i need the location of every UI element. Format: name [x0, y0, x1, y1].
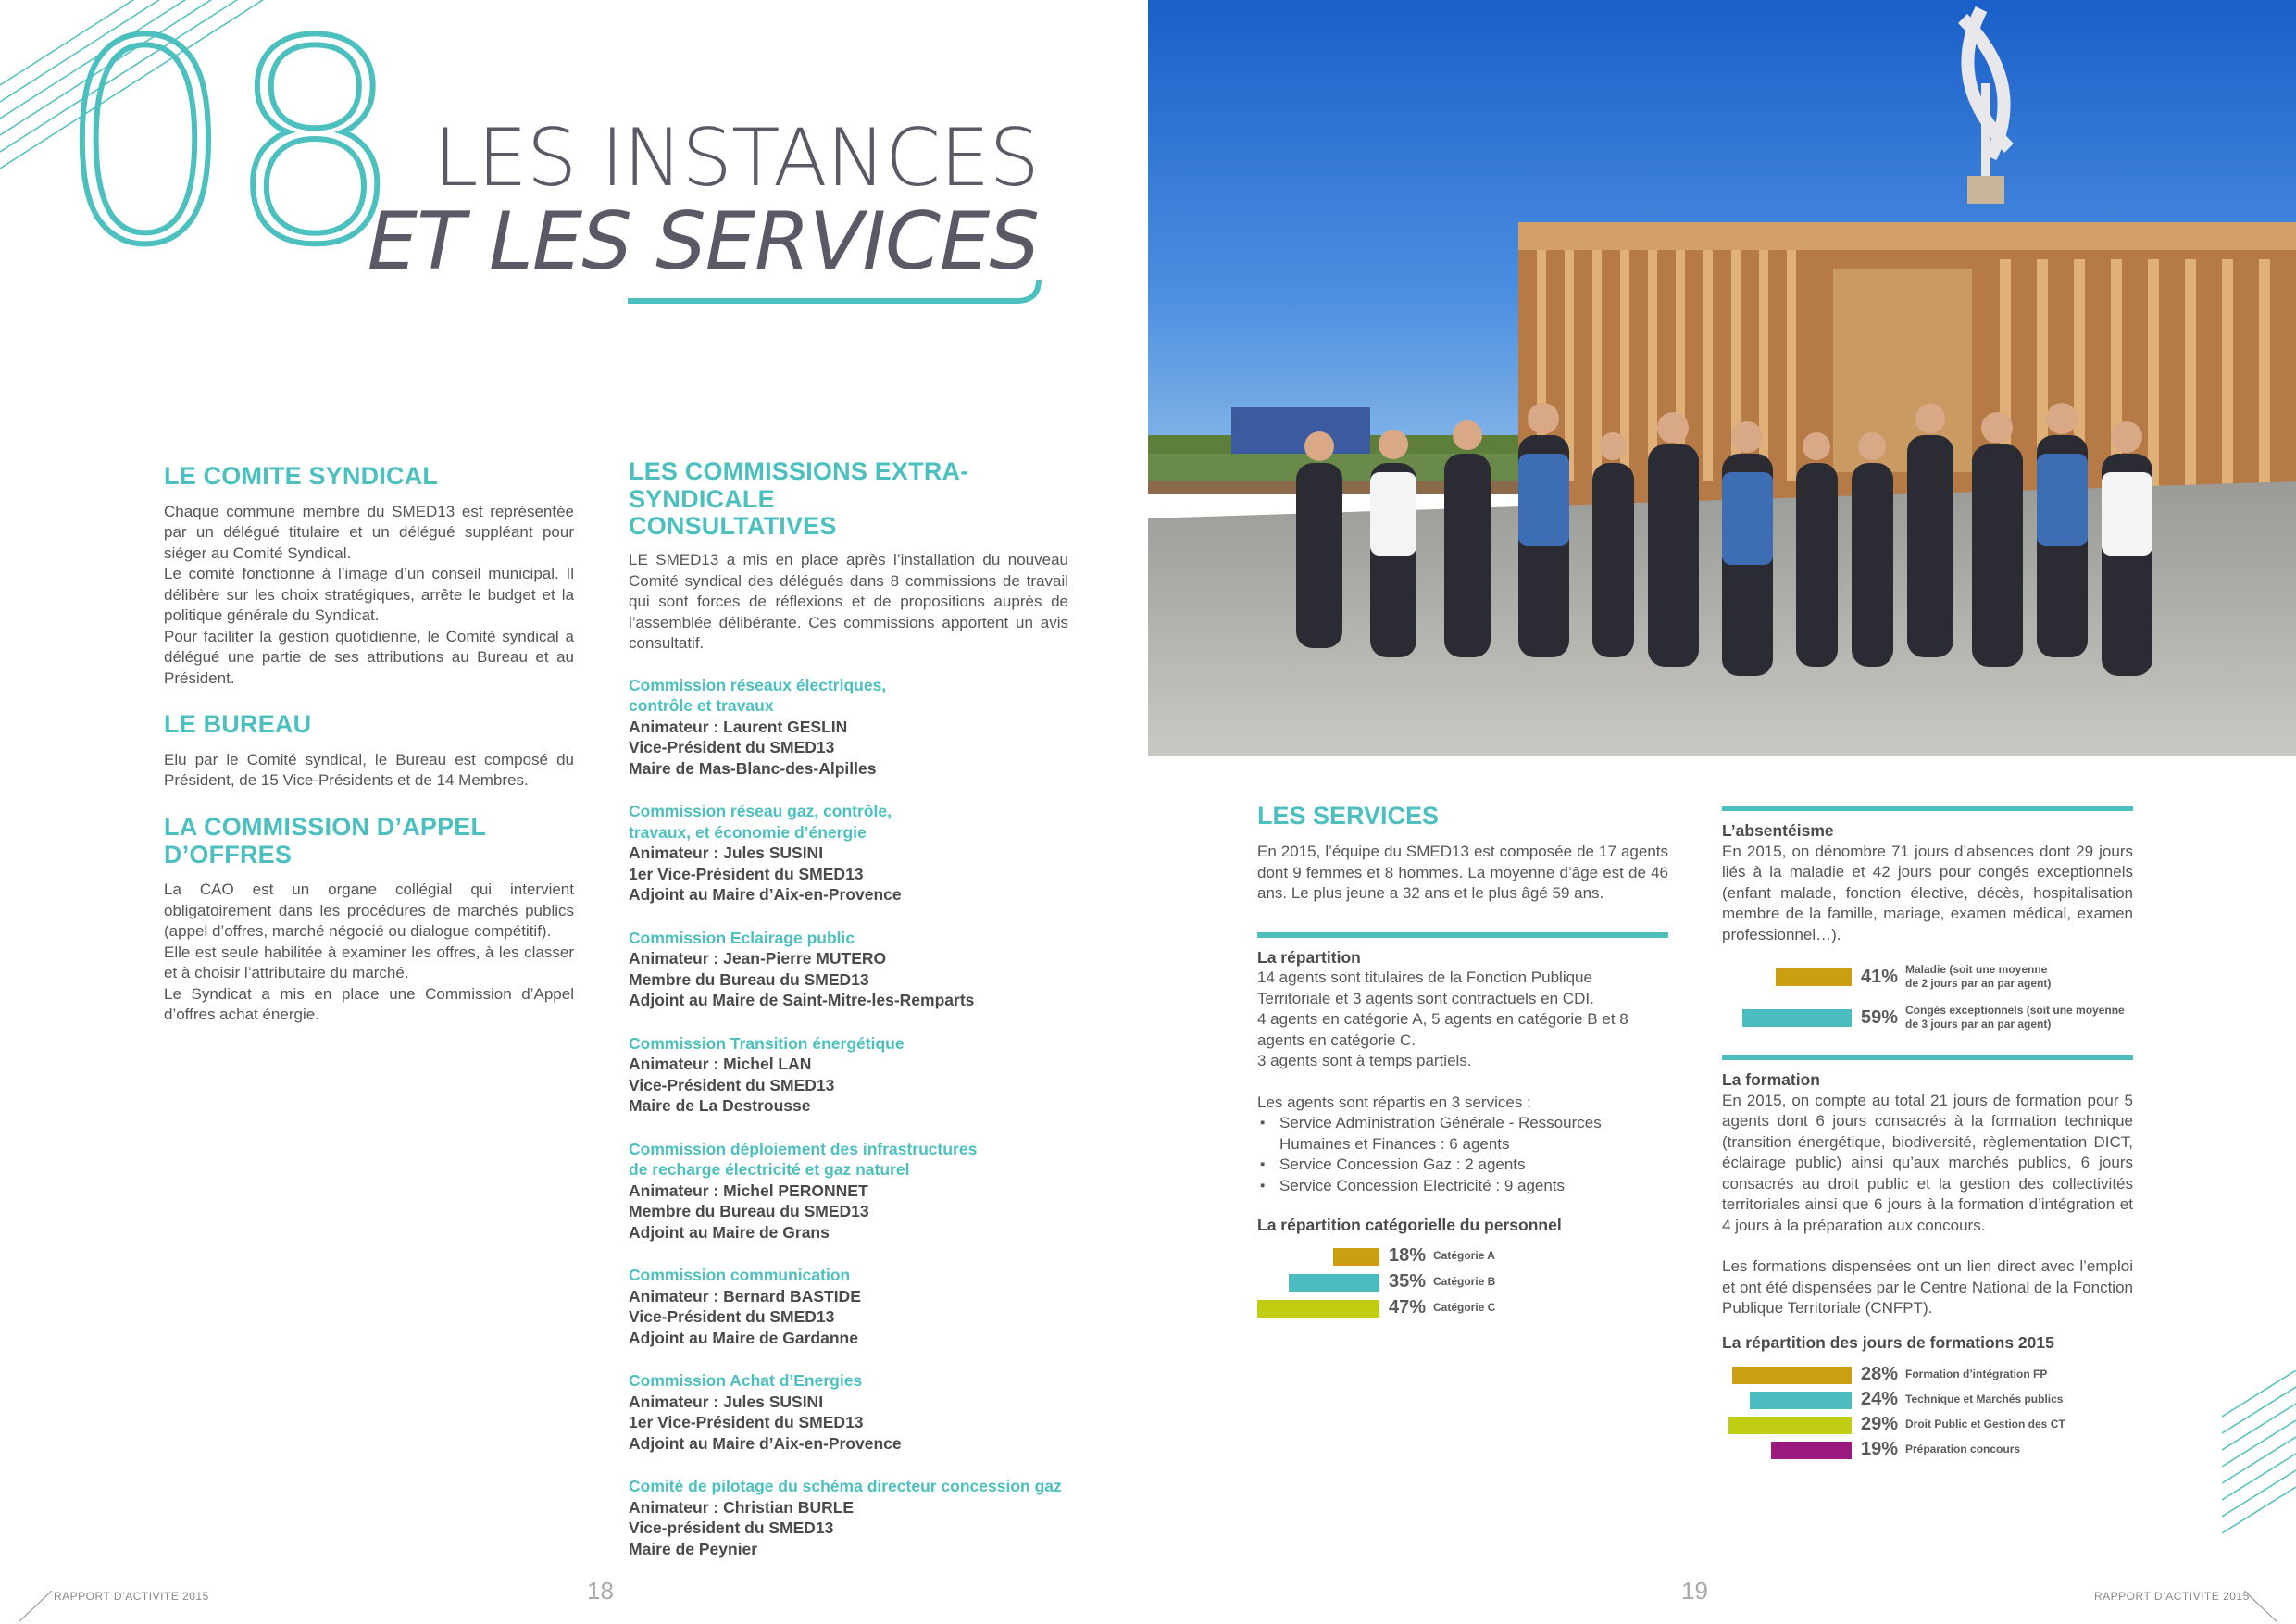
chart-category-label: Formation d’intégration FP [1905, 1368, 2048, 1380]
chapter-number: 08 [57, 0, 396, 306]
services-list [1257, 1113, 1668, 1196]
commission-item [629, 1033, 1068, 1117]
commission-role: 1er Vice-Président du SMED13 [629, 1413, 864, 1432]
commission-animateur: Animateur : Jules SUSINI [629, 843, 824, 863]
commission-title: Commission réseaux électriques, [629, 675, 887, 694]
heading-chart-formations: La répartition des jours de formations 2015 [1722, 1332, 2054, 1352]
commission-animateur: Animateur : Bernard BASTIDE [629, 1286, 861, 1305]
commission-title: Commission déploiement des infrastructures [629, 1139, 978, 1158]
chart-row [1722, 1437, 2133, 1462]
commission-role: Vice-Président du SMED13 [629, 738, 835, 757]
chart-category-label [1905, 1004, 2125, 1031]
chart-bar [1333, 1248, 1379, 1266]
absenteisme-text: En 2015, on dénombre 71 jours d’absences dont 29 jours liés à la maladie et 42 jours pour congés exceptionnels (enfant malade, fonction élective, décès, hospitalisation membre de la famille, mariage, examen médical, examen professionnel…). [1722, 842, 2133, 943]
commission-mandate: Adjoint au Maire de Saint-Mitre-les-Remparts [629, 991, 975, 1010]
commissions-intro: LE SMED13 a mis en place après l’installation du nouveau Comité syndical des délégués dans 8 commissions de travail qui sont forces de réflexions et de propositions auprès de l’assemblée délibérante. Ces commissions apportent un avis consultatif. [629, 551, 1068, 653]
chart-bar-slot [1257, 1297, 1379, 1319]
commission-role: Membre du Bureau du SMED13 [629, 969, 869, 989]
heading-chart-categories: La répartition catégorielle du personnel [1257, 1216, 1562, 1234]
commission-item [629, 1139, 1068, 1243]
chart-bar-slot [1257, 1271, 1379, 1293]
chart-bar [1289, 1274, 1379, 1292]
heading-bureau: LE BUREAU [164, 710, 312, 739]
heading-repartition: La répartition [1257, 947, 1361, 967]
section-comite [164, 463, 574, 689]
chart-row [1722, 1362, 2133, 1387]
chart-category-label: Préparation concours [1905, 1443, 2021, 1455]
heading-comite: LE COMITE SYNDICAL [164, 462, 439, 490]
chart-bar-slot [1722, 966, 1852, 988]
decorative-stripes [2222, 1370, 2296, 1537]
commission-role: Vice-Président du SMED13 [629, 1307, 835, 1327]
commission-role: Membre du Bureau du SMED13 [629, 1202, 869, 1221]
commission-list [629, 675, 1068, 1560]
chart-bar-slot [1722, 1006, 1852, 1029]
commission-animateur: Animateur : Laurent GESLIN [629, 717, 848, 736]
column-commissions [629, 458, 1068, 1581]
column-absenteisme-formation [1722, 806, 2133, 1462]
cao-text-3: Le Syndicat a mis en place une Commission d’Appel d’offres achat énergie. [164, 984, 574, 1024]
chart-bar [1732, 1367, 1852, 1384]
commission-animateur: Animateur : Michel PERONNET [629, 1181, 868, 1200]
chart-value-label: 19% [1861, 1439, 1899, 1459]
chart-category-label-line: Maladie (soit une moyenne [1905, 963, 2048, 976]
chart-row [1722, 956, 2133, 997]
chart-bar [1257, 1300, 1379, 1318]
bureau-text: Elu par le Comité syndical, le Bureau est composé du Président, de 15 Vice-Présidents et de 14 Membres. [164, 750, 574, 790]
right-page [1148, 0, 2296, 1624]
chart-value-label: 41% [1861, 966, 1899, 987]
cao-text-2: Elle est seule habilitée à examiner les offres, à les classer et à choisir l’attributaire du marché. [164, 943, 574, 982]
heading-commissions-line-1: LES COMMISSIONS EXTRA-SYNDICALE [629, 457, 969, 513]
column-instances [164, 463, 574, 1048]
commission-mandate: Maire de Mas-Blanc-des-Alpilles [629, 758, 877, 778]
chart-formations [1722, 1362, 2133, 1462]
services-intro: En 2015, l’équipe du SMED13 est composée de 17 agents dont 9 femmes et 8 hommes. La moyenne d’âge est de 46 ans. Le plus jeune a 32 ans et le plus âgé 59 ans. [1257, 843, 1668, 902]
footer-slash [2244, 1591, 2281, 1624]
chart-category-label-line: de 3 jours par an par agent) [1905, 1018, 2052, 1031]
commission-title: Commission Eclairage public [629, 928, 855, 947]
commission-item [629, 1265, 1068, 1348]
commission-item [629, 1370, 1068, 1454]
commission-title: Commission Transition énergétique [629, 1033, 905, 1053]
column-services [1257, 802, 1668, 1321]
chart-bar [1776, 968, 1852, 986]
commission-mandate: Maire de Peynier [629, 1539, 758, 1558]
commission-title: Comité de pilotage du schéma directeur concession gaz [629, 1477, 1062, 1496]
team-photo [1148, 0, 2296, 756]
section-bureau [164, 711, 574, 792]
chart-value-label: 29% [1861, 1414, 1899, 1434]
title-line-1: LES INSTANCES [433, 112, 1039, 205]
footer-slash [19, 1591, 56, 1624]
cao-text: La CAO est un organe collégial qui intervient obligatoirement dans les procédures de marchés publics (appel d’offres, marché négocié ou dialogue compétitif). [164, 881, 574, 941]
repartition-text: 14 agents sont titulaires de la Fonction Publique Territoriale et 3 agents sont contractuels en CDI. [1257, 968, 1594, 1007]
commission-role: 1er Vice-Président du SMED13 [629, 864, 864, 883]
chart-value-label: 47% [1389, 1297, 1427, 1318]
chart-bar-slot [1722, 1389, 1852, 1411]
page-number-left: 18 [587, 1577, 614, 1605]
title-underline [628, 278, 1044, 306]
commission-title: Commission réseau gaz, contrôle, [629, 802, 892, 821]
commission-animateur: Animateur : Jean-Pierre MUTERO [629, 949, 887, 968]
chart-bar-slot [1722, 1364, 1852, 1386]
commission-mandate: Maire de La Destrousse [629, 1096, 811, 1116]
chart-category-label [1905, 963, 2051, 991]
chart-value-label: 59% [1861, 1006, 1899, 1028]
heading-commissions [629, 458, 1068, 541]
chart-categories [1257, 1243, 1668, 1321]
chart-category-label: Catégorie B [1433, 1275, 1496, 1288]
repartition-text-2: 4 agents en catégorie A, 5 agents en catégorie B et 8 agents en catégorie C. [1257, 1010, 1628, 1049]
commission-item [629, 675, 1068, 780]
chart-row [1257, 1243, 1668, 1269]
title-line-2: ET LES SERVICES [367, 195, 1039, 288]
commission-role: Vice-Président du SMED13 [629, 1075, 835, 1094]
footer-report-title-left: RAPPORT D’ACTIVITE 2015 [54, 1590, 209, 1603]
services-list-item: ▪ Service Concession Electricité : 9 agents [1257, 1176, 1668, 1197]
chart-bar-slot [1722, 1414, 1852, 1436]
chart-category-label: Catégorie C [1433, 1301, 1496, 1314]
chart-category-label: Droit Public et Gestion des CT [1905, 1418, 2065, 1430]
chart-value-label: 28% [1861, 1364, 1899, 1384]
chart-bar [1771, 1442, 1852, 1459]
chart-bar-slot [1257, 1245, 1379, 1268]
chart-value-label: 18% [1389, 1245, 1427, 1266]
page-number-right: 19 [1681, 1577, 1708, 1605]
commission-animateur: Animateur : Christian BURLE [629, 1497, 855, 1517]
chart-category-label-line: de 2 jours par an par agent) [1905, 977, 2052, 990]
comite-text-2: Le comité fonctionne à l’image d’un conseil municipal. Il délibère sur les choix stratégiques, arrête le budget et la politique générale du Syndicat. [164, 565, 574, 625]
section-cao [164, 814, 574, 1026]
commission-mandate: Adjoint au Maire de Gardanne [629, 1328, 858, 1347]
commission-title-line-2: contrôle et travaux [629, 696, 774, 716]
chart-row [1722, 1412, 2133, 1437]
services-list-item: ▪ Service Administration Générale - Ressources Humaines et Finances : 6 agents [1257, 1113, 1668, 1155]
divider [1722, 806, 2133, 811]
comite-text: Chaque commune membre du SMED13 est représentée par un délégué titulaire et un délégué suppléant pour siéger au Comité Syndical. [164, 502, 574, 562]
commission-animateur: Animateur : Jules SUSINI [629, 1392, 824, 1411]
commission-mandate: Adjoint au Maire d’Aix-en-Provence [629, 1433, 902, 1453]
chart-category-label: Catégorie A [1433, 1249, 1495, 1262]
commission-title-line-2: travaux, et économie d’énergie [629, 822, 867, 842]
chart-category-label-line: Congés exceptionnels (soit une moyenne [1905, 1004, 2125, 1017]
services-list-item: ▪ Service Concession Gaz : 2 agents [1257, 1155, 1668, 1176]
chart-bar [1750, 1392, 1852, 1409]
page-title [367, 112, 1039, 288]
chart-category-label: Technique et Marchés publics [1905, 1393, 2064, 1405]
chart-value-label: 35% [1389, 1271, 1427, 1292]
formation-text: En 2015, on compte au total 21 jours de formation pour 5 agents dont 6 jours consacrés à la formation technique (transition énergétique, biodiversité, règlementation DICT, éclairage public) ainsi qu’aux marchés publics, 6 jours consacrés au droit public et la gestion des collectivités territoriales ainsi que 6 jours à la formation d’intégration et 4 jours à la préparation aux concours. [1722, 1091, 2133, 1234]
heading-cao: LA COMMISSION D’APPEL D’OFFRES [164, 812, 486, 868]
chart-bar [1728, 1417, 1852, 1434]
commission-item [629, 1476, 1068, 1559]
repartition-text-3: 3 agents sont à temps partiels. [1257, 1052, 1472, 1069]
heading-absenteisme: L’absentéisme [1722, 821, 1834, 840]
commission-item [629, 928, 1068, 1011]
chart-row [1722, 997, 2133, 1038]
chart-value-label: 24% [1861, 1389, 1899, 1409]
commission-title-line-2: de recharge électricité et gaz naturel [629, 1160, 910, 1180]
heading-services: LES SERVICES [1257, 802, 1440, 830]
commission-animateur: Animateur : Michel LAN [629, 1055, 812, 1074]
footer-report-title-right: RAPPORT D’ACTIVITE 2015 [2094, 1590, 2250, 1603]
commission-title: Commission Achat d’Energies [629, 1371, 863, 1391]
services-list-intro: Les agents sont répartis en 3 services : [1257, 1093, 1531, 1111]
commission-item [629, 801, 1068, 906]
heading-formation: La formation [1722, 1070, 1820, 1089]
chart-row [1722, 1387, 2133, 1412]
chart-bar-slot [1722, 1439, 1852, 1461]
chart-row [1257, 1269, 1668, 1295]
divider [1722, 1055, 2133, 1060]
chart-bar [1742, 1009, 1852, 1027]
commission-title: Commission communication [629, 1266, 851, 1285]
formation-text-2: Les formations dispensées ont un lien direct avec l’emploi et ont été dispensées par le Centre National de la Fonction Publique Territoriale (CNFPT). [1722, 1257, 2133, 1317]
commission-mandate: Adjoint au Maire d’Aix-en-Provence [629, 885, 902, 905]
heading-commissions-line-2: CONSULTATIVES [629, 512, 837, 541]
chart-absences [1722, 956, 2133, 1038]
divider [1257, 932, 1668, 938]
comite-text-3: Pour faciliter la gestion quotidienne, le Comité syndical a délégué une partie de ses attributions au Bureau et au Président. [164, 627, 574, 687]
commission-mandate: Adjoint au Maire de Grans [629, 1222, 830, 1242]
chart-row [1257, 1295, 1668, 1321]
commission-role: Vice-président du SMED13 [629, 1518, 834, 1538]
